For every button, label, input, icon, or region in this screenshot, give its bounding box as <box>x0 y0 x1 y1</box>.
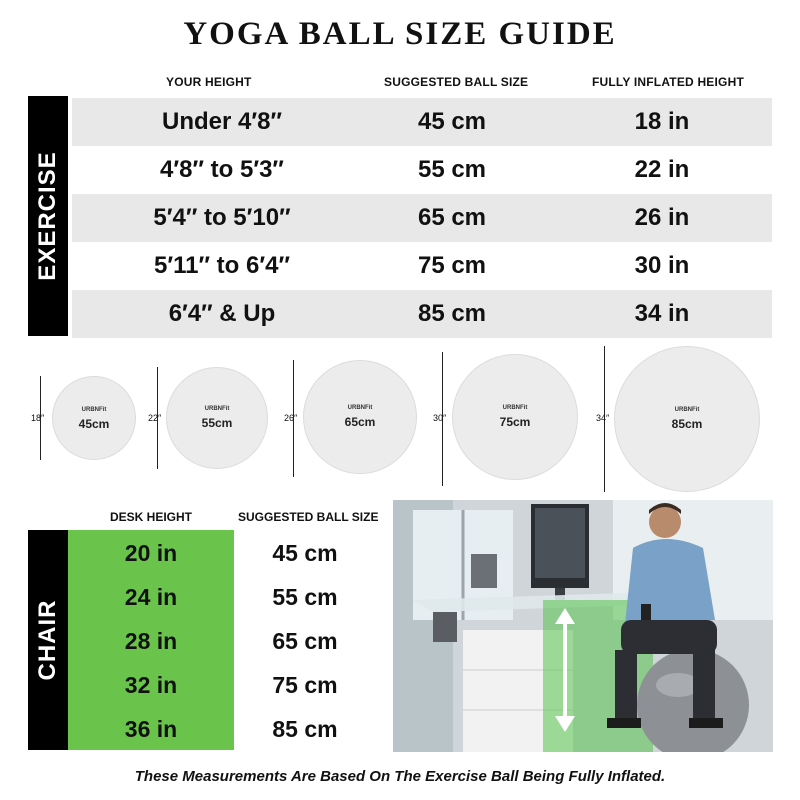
ball-brand-logo: URBNFit <box>502 405 528 411</box>
desk-height-cell: 36 in <box>124 716 178 742</box>
ball-size-cell: 45 cm <box>417 108 487 135</box>
chair-ball-size-cell: 65 cm <box>272 628 338 654</box>
ball-size-illustration <box>0 340 800 490</box>
ball-85cm <box>614 346 760 492</box>
ball-size-cell: 85 cm <box>417 300 487 327</box>
ball-45cm <box>52 376 136 460</box>
exercise-row <box>72 290 772 338</box>
chair-side-label <box>28 530 68 750</box>
ball-brand-logo: URBNFit <box>204 406 230 412</box>
inflated-height-cell: 34 in <box>634 300 690 327</box>
height-cell: 6′4″ & Up <box>168 300 276 327</box>
ball-75cm <box>452 354 578 480</box>
height-cell: 5′4″ to 5′10″ <box>153 204 291 231</box>
height-cell: 4′8″ to 5′3″ <box>160 156 284 183</box>
height-indicator-label: 22″ <box>148 413 162 423</box>
exercise-row <box>72 98 772 146</box>
header-your-height: YOUR HEIGHT <box>166 75 252 89</box>
desk-height-cell: 32 in <box>124 672 178 698</box>
header-suggested-ball-size: SUGGESTED BALL SIZE <box>384 75 529 89</box>
page-title: YOGA BALL SIZE GUIDE <box>183 16 617 52</box>
desk-height-cell: 28 in <box>124 628 178 654</box>
ball-size-cell: 55 cm <box>417 156 487 183</box>
ball-brand-logo: URBNFit <box>347 405 373 411</box>
chair-ball-size-cell: 85 cm <box>272 716 338 742</box>
exercise-row <box>72 194 772 242</box>
height-cell: 5′11″ to 6′4″ <box>154 252 290 279</box>
height-indicator-label: 30″ <box>433 413 447 423</box>
footer-note: These Measurements Are Based On The Exercise Ball Being Fully Inflated. <box>134 768 666 785</box>
height-indicator-label: 18″ <box>31 413 45 423</box>
exercise-row <box>72 146 772 194</box>
office-photo <box>393 500 773 752</box>
ball-65cm <box>303 360 417 474</box>
ball-brand-logo: URBNFit <box>674 407 700 413</box>
height-indicator-label: 34″ <box>596 413 610 423</box>
ball-size-label: 65cm <box>344 415 376 429</box>
exercise-row <box>72 242 772 290</box>
chair-ball-size-cell: 45 cm <box>272 540 338 566</box>
header-fully-inflated-height: FULLY INFLATED HEIGHT <box>592 75 744 89</box>
ball-size-label: 75cm <box>499 415 531 429</box>
chair-ball-size-cell: 75 cm <box>272 672 338 698</box>
header-desk-height: DESK HEIGHT <box>110 510 193 524</box>
header-chair-suggested-ball-size: SUGGESTED BALL SIZE <box>238 510 379 524</box>
height-cell: Under 4′8″ <box>162 108 282 135</box>
ball-55cm <box>166 367 268 469</box>
ball-size-cell: 75 cm <box>417 252 487 279</box>
ball-size-label: 45cm <box>78 417 110 431</box>
height-indicator-label: 26″ <box>284 413 298 423</box>
chair-ball-size-cell: 55 cm <box>272 584 338 610</box>
ball-size-label: 55cm <box>201 416 233 430</box>
ball-brand-logo: URBNFit <box>81 407 107 413</box>
inflated-height-cell: 22 in <box>634 156 690 183</box>
inflated-height-cell: 26 in <box>634 204 690 231</box>
chair-label: CHAIR <box>34 599 61 681</box>
ball-size-cell: 65 cm <box>417 204 487 231</box>
desk-height-cell: 20 in <box>124 540 178 566</box>
desk-height-cell: 24 in <box>124 584 178 610</box>
inflated-height-cell: 18 in <box>634 108 690 135</box>
exercise-side-label <box>28 96 68 336</box>
exercise-label: EXERCISE <box>34 151 61 281</box>
ball-size-label: 85cm <box>671 417 703 431</box>
inflated-height-cell: 30 in <box>634 252 690 279</box>
